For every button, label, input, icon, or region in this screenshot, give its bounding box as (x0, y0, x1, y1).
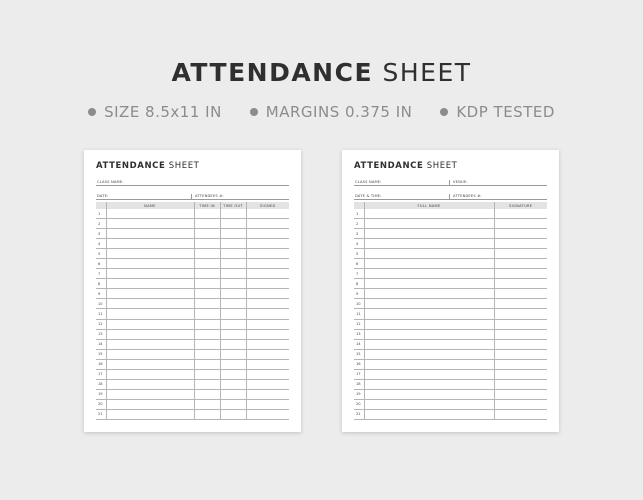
blank-cell (246, 369, 289, 379)
field-row-class (354, 176, 547, 186)
table-row (354, 289, 547, 299)
row-number: 5 (96, 249, 106, 259)
blank-cell (106, 319, 194, 329)
blank-cell (220, 399, 246, 409)
blank-cell (246, 259, 289, 269)
blank-cell (364, 339, 494, 349)
blank-cell (106, 389, 194, 399)
blank-cell (220, 409, 246, 419)
table-row (96, 229, 289, 239)
blank-cell (106, 329, 194, 339)
table-row (354, 249, 547, 259)
table-row (96, 279, 289, 289)
blank-cell (494, 279, 547, 289)
blank-cell (494, 339, 547, 349)
sheet-title (96, 161, 289, 171)
blank-cell (106, 229, 194, 239)
row-number: 9 (354, 289, 364, 299)
blank-cell (246, 409, 289, 419)
blank-cell (494, 399, 547, 409)
blank-cell (194, 209, 220, 219)
blank-cell (494, 389, 547, 399)
row-number: 8 (354, 279, 364, 289)
blank-cell (194, 329, 220, 339)
row-number: 20 (96, 399, 106, 409)
blank-cell (246, 209, 289, 219)
blank-cell (246, 309, 289, 319)
row-number: 11 (96, 309, 106, 319)
blank-cell (364, 229, 494, 239)
blank-cell (194, 249, 220, 259)
table-row (354, 379, 547, 389)
row-number: 21 (96, 409, 106, 419)
table-row (354, 349, 547, 359)
row-number: 3 (96, 229, 106, 239)
page-title-light: SHEET (382, 58, 472, 87)
table-row (354, 269, 547, 279)
blank-cell (364, 279, 494, 289)
blank-cell (494, 289, 547, 299)
blank-cell (364, 329, 494, 339)
blank-cell (220, 219, 246, 229)
blank-cell (364, 359, 494, 369)
row-number: 2 (354, 219, 364, 229)
table-row (96, 219, 289, 229)
blank-cell (246, 219, 289, 229)
row-number: 17 (354, 369, 364, 379)
feature-label: KDP TESTED (456, 103, 555, 121)
blank-cell (106, 239, 194, 249)
blank-cell (106, 369, 194, 379)
table-header-row (354, 202, 547, 209)
blank-cell (106, 359, 194, 369)
blank-cell (220, 289, 246, 299)
blank-cell (194, 389, 220, 399)
date-field: DATE: (97, 194, 109, 198)
blank-cell (364, 409, 494, 419)
blank-cell (494, 249, 547, 259)
blank-cell (364, 349, 494, 359)
sheet-title-light: SHEET (426, 161, 458, 171)
blank-cell (364, 239, 494, 249)
table-row (354, 279, 547, 289)
row-number: 15 (354, 349, 364, 359)
blank-cell (194, 229, 220, 239)
blank-cell (364, 389, 494, 399)
blank-cell (364, 309, 494, 319)
blank-cell (194, 269, 220, 279)
blank-cell (194, 359, 220, 369)
attendance-sheet-preview-detailed (84, 150, 301, 432)
blank-cell (246, 319, 289, 329)
blank-cell (364, 259, 494, 269)
blank-cell (246, 299, 289, 309)
blank-cell (106, 279, 194, 289)
table-row (96, 359, 289, 369)
attendance-table (354, 202, 547, 420)
blank-cell (106, 269, 194, 279)
blank-cell (220, 269, 246, 279)
row-number: 7 (354, 269, 364, 279)
blank-cell (220, 299, 246, 309)
blank-cell (194, 409, 220, 419)
blank-cell (364, 399, 494, 409)
blank-cell (220, 249, 246, 259)
row-number: 19 (96, 389, 106, 399)
table-row (96, 389, 289, 399)
row-number: 13 (96, 329, 106, 339)
blank-cell (246, 289, 289, 299)
blank-cell (220, 229, 246, 239)
page-title (0, 58, 643, 87)
blank-cell (494, 229, 547, 239)
blank-cell (220, 349, 246, 359)
sheet-title-light: SHEET (168, 161, 200, 171)
table-row (354, 209, 547, 219)
blank-cell (220, 329, 246, 339)
blank-cell (220, 369, 246, 379)
blank-cell (194, 399, 220, 409)
blank-cell (106, 309, 194, 319)
col-number-header (96, 202, 106, 209)
blank-cell (494, 269, 547, 279)
blank-cell (106, 219, 194, 229)
row-number: 16 (96, 359, 106, 369)
class-name-field: CLASS NAME: (97, 180, 124, 184)
row-number: 10 (354, 299, 364, 309)
blank-cell (364, 369, 494, 379)
table-row (354, 229, 547, 239)
col-signed-header: SIGNED (246, 202, 289, 209)
blank-cell (106, 289, 194, 299)
blank-cell (106, 349, 194, 359)
blank-cell (494, 379, 547, 389)
feature-size (88, 103, 222, 121)
blank-cell (220, 279, 246, 289)
blank-cell (246, 339, 289, 349)
blank-cell (364, 209, 494, 219)
bullet-dot-icon (88, 108, 96, 116)
attendance-sheet-preview-simple (342, 150, 559, 432)
blank-cell (364, 269, 494, 279)
table-row (354, 329, 547, 339)
sheet-title (354, 161, 547, 171)
blank-cell (364, 299, 494, 309)
row-number: 7 (96, 269, 106, 279)
blank-cell (194, 299, 220, 309)
col-name-header: NAME (106, 202, 194, 209)
table-row (354, 299, 547, 309)
col-time-out-header: TIME OUT (220, 202, 246, 209)
bullet-dot-icon (250, 108, 258, 116)
row-number: 4 (96, 239, 106, 249)
blank-cell (494, 409, 547, 419)
row-number: 10 (96, 299, 106, 309)
blank-cell (220, 389, 246, 399)
col-signature-header: SIGNATURE (494, 202, 547, 209)
blank-cell (194, 379, 220, 389)
table-row (96, 269, 289, 279)
blank-cell (220, 259, 246, 269)
blank-cell (106, 399, 194, 409)
blank-cell (364, 379, 494, 389)
blank-cell (246, 389, 289, 399)
blank-cell (220, 359, 246, 369)
table-row (96, 299, 289, 309)
table-row (96, 349, 289, 359)
blank-cell (106, 249, 194, 259)
blank-cell (194, 259, 220, 269)
blank-cell (494, 259, 547, 269)
row-number: 6 (354, 259, 364, 269)
table-row (354, 259, 547, 269)
row-number: 12 (354, 319, 364, 329)
feature-margins (250, 103, 413, 121)
venue-field: VENUE: (449, 180, 547, 185)
blank-cell (106, 409, 194, 419)
table-row (96, 379, 289, 389)
table-row (96, 249, 289, 259)
table-row (96, 309, 289, 319)
table-row (354, 319, 547, 329)
blank-cell (364, 319, 494, 329)
blank-cell (194, 309, 220, 319)
row-number: 6 (96, 259, 106, 269)
table-row (354, 399, 547, 409)
feature-kdp (440, 103, 555, 121)
feature-label: SIZE 8.5x11 IN (104, 103, 222, 121)
table-row (354, 359, 547, 369)
blank-cell (194, 319, 220, 329)
page-title-bold: ATTENDANCE (171, 58, 374, 87)
blank-cell (364, 289, 494, 299)
table-row (96, 259, 289, 269)
blank-cell (246, 399, 289, 409)
blank-cell (246, 329, 289, 339)
blank-cell (246, 349, 289, 359)
row-number: 2 (96, 219, 106, 229)
row-number: 13 (354, 329, 364, 339)
blank-cell (194, 219, 220, 229)
col-time-in-header: TIME IN (194, 202, 220, 209)
blank-cell (494, 219, 547, 229)
table-row (354, 239, 547, 249)
table-row (96, 369, 289, 379)
row-number: 11 (354, 309, 364, 319)
blank-cell (246, 229, 289, 239)
table-row (96, 289, 289, 299)
blank-cell (246, 239, 289, 249)
blank-cell (194, 369, 220, 379)
blank-cell (246, 379, 289, 389)
blank-cell (494, 329, 547, 339)
class-name-field: CLASS NAME: (355, 180, 382, 184)
attendees-field: ATTENDEES #: (191, 194, 289, 199)
row-number: 3 (354, 229, 364, 239)
blank-cell (364, 249, 494, 259)
row-number: 1 (96, 209, 106, 219)
col-full-name-header: FULL NAME (364, 202, 494, 209)
table-row (354, 339, 547, 349)
row-number: 4 (354, 239, 364, 249)
blank-cell (246, 359, 289, 369)
row-number: 19 (354, 389, 364, 399)
blank-cell (220, 379, 246, 389)
table-header-row (96, 202, 289, 209)
col-number-header (354, 202, 364, 209)
table-row (354, 389, 547, 399)
blank-cell (494, 319, 547, 329)
row-number: 15 (96, 349, 106, 359)
blank-cell (194, 279, 220, 289)
row-number: 1 (354, 209, 364, 219)
blank-cell (494, 369, 547, 379)
table-row (354, 309, 547, 319)
table-row (96, 409, 289, 419)
blank-cell (246, 279, 289, 289)
table-row (354, 409, 547, 419)
blank-cell (106, 339, 194, 349)
row-number: 9 (96, 289, 106, 299)
row-number: 16 (354, 359, 364, 369)
row-number: 20 (354, 399, 364, 409)
blank-cell (106, 209, 194, 219)
row-number: 18 (96, 379, 106, 389)
table-row (96, 319, 289, 329)
blank-cell (220, 209, 246, 219)
blank-cell (220, 339, 246, 349)
table-row (96, 399, 289, 409)
blank-cell (494, 239, 547, 249)
table-row (354, 219, 547, 229)
feature-label: MARGINS 0.375 IN (265, 103, 413, 121)
blank-cell (246, 249, 289, 259)
row-number: 21 (354, 409, 364, 419)
row-number: 8 (96, 279, 106, 289)
blank-cell (220, 319, 246, 329)
row-number: 14 (96, 339, 106, 349)
bullet-dot-icon (440, 108, 448, 116)
attendance-table (96, 202, 289, 420)
blank-cell (220, 309, 246, 319)
blank-cell (494, 309, 547, 319)
row-number: 14 (354, 339, 364, 349)
table-body (96, 209, 289, 419)
table-body (354, 209, 547, 419)
blank-cell (194, 239, 220, 249)
blank-cell (106, 379, 194, 389)
table-row (354, 369, 547, 379)
row-number: 18 (354, 379, 364, 389)
sheet-title-bold: ATTENDANCE (354, 161, 424, 171)
attendees-field: ATTENDEES #: (449, 194, 547, 199)
table-row (96, 339, 289, 349)
table-row (96, 209, 289, 219)
date-time-field: DATE & TIME: (355, 194, 382, 198)
blank-cell (194, 339, 220, 349)
blank-cell (220, 239, 246, 249)
blank-cell (194, 349, 220, 359)
blank-cell (194, 289, 220, 299)
field-row-date (96, 190, 289, 200)
blank-cell (494, 209, 547, 219)
field-row-date (354, 190, 547, 200)
row-number: 17 (96, 369, 106, 379)
blank-cell (494, 349, 547, 359)
table-row (96, 329, 289, 339)
feature-list (0, 103, 643, 121)
blank-cell (106, 299, 194, 309)
blank-cell (494, 359, 547, 369)
table-row (96, 239, 289, 249)
field-row-class (96, 176, 289, 186)
row-number: 12 (96, 319, 106, 329)
blank-cell (246, 269, 289, 279)
row-number: 5 (354, 249, 364, 259)
blank-cell (364, 219, 494, 229)
blank-cell (494, 299, 547, 309)
blank-cell (106, 259, 194, 269)
sheet-title-bold: ATTENDANCE (96, 161, 166, 171)
